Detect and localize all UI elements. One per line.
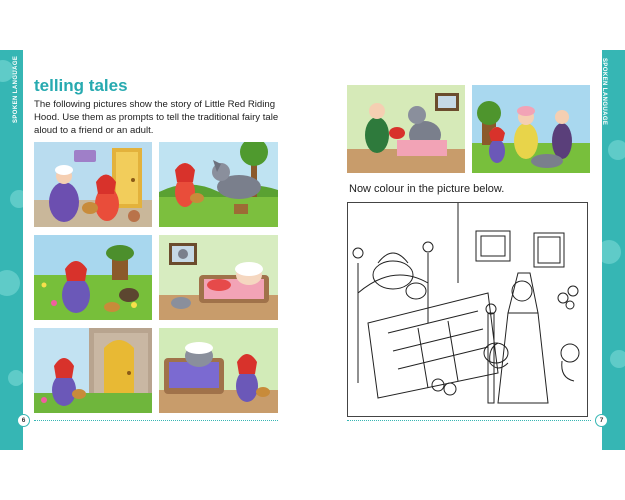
side-label-left: SPOKEN LANGUAGE — [13, 55, 19, 123]
story-picture-8 — [472, 85, 590, 173]
story-picture-2 — [159, 142, 278, 227]
left-side-band — [0, 50, 23, 450]
story-picture-1 — [34, 142, 152, 227]
footer-line-right — [347, 420, 591, 421]
story-picture-5 — [34, 328, 152, 413]
story-picture-6 — [159, 328, 278, 413]
colouring-instruction: Now colour in the picture below. — [349, 183, 505, 195]
colouring-picture[interactable] — [347, 202, 588, 417]
story-picture-4 — [159, 235, 278, 320]
story-picture-3 — [34, 235, 152, 320]
footer-line-left — [34, 420, 278, 421]
page-title: telling tales — [34, 76, 128, 95]
intro-text: The following pictures show the story of Little Red Riding Hood. Use them as prompts to tell the traditional fairy tale aloud to a friend or an adult. — [34, 99, 279, 137]
side-label-right: SPOKEN LANGUAGE — [601, 58, 607, 126]
page-number-right: 7 — [595, 414, 608, 427]
page-number-left: 6 — [17, 414, 30, 427]
story-picture-7 — [347, 85, 465, 173]
